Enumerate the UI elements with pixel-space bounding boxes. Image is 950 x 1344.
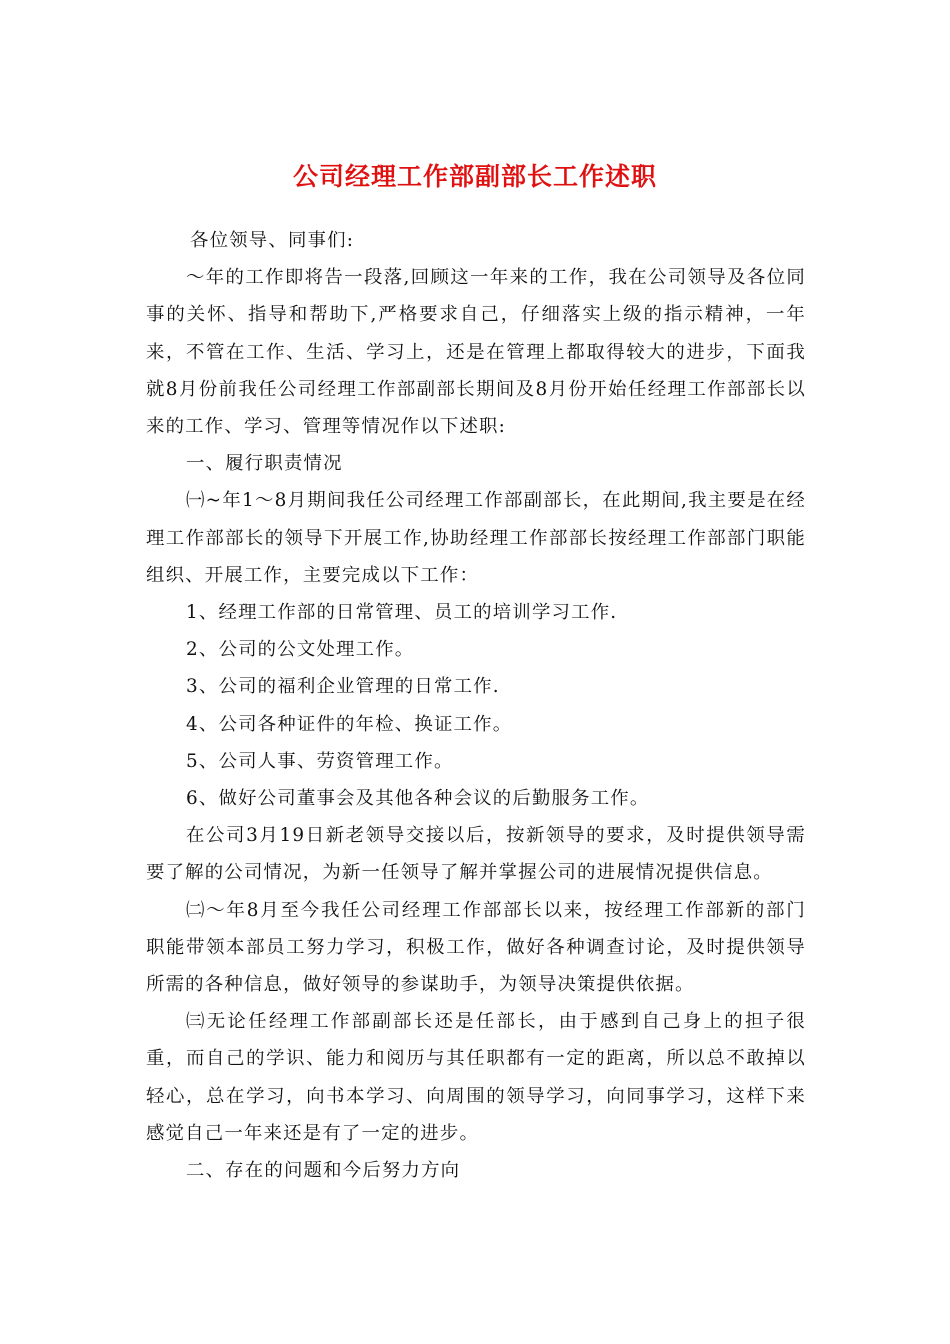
- list-item: 6、做好公司董事会及其他各种会议的后勤服务工作。: [186, 788, 650, 810]
- list-item: 4、公司各种证件的年检、换证工作。: [186, 713, 513, 735]
- salutation: 各位领导、同事们:: [190, 230, 355, 251]
- paragraph-3: ㈡～年8月至今我任公司经理工作部部长以来，按经理工作部新的部门职能带领本部员工努力学习，积极工作，做好各种调查讨论，及时提供领导所需的各种信息，做好领导的参谋助手，为领导决策提供依据。: [146, 899, 806, 996]
- paragraph-1: ㈠~年1～8月期间我任公司经理工作部副部长，在此期间,我主要是在经理工作部部长的领导下开展工作,协助经理工作部部长按经理工作部部门职能组织、开展工作，主要完成以下工作：: [146, 490, 806, 586]
- paragraph-2: 在公司3月19日新老领导交接以后，按新领导的要求，及时提供领导需要了解的公司情况，为新一任领导了解并掌握公司的进展情况提供信息。: [146, 825, 806, 884]
- section-heading-2: 二、存在的问题和今后努力方向: [186, 1160, 461, 1182]
- list-item: 2、公司的公文处理工作。: [186, 639, 415, 661]
- list-item: 3、公司的福利企业管理的日常工作.: [186, 676, 500, 698]
- paragraph-4: ㈢无论任经理工作部副部长还是任部长，由于感到自己身上的担子很重，而自己的学识、能力和阅历与其任职都有一定的距离，所以总不敢掉以轻心，总在学习，向书本学习、向周围的领导学习，向同事学习，这样下来感觉自己一年来还是有了一定的进步。: [146, 1011, 806, 1144]
- section-heading-1: 一、履行职责情况: [186, 453, 343, 475]
- list-item: 5、公司人事、劳资管理工作。: [186, 750, 454, 772]
- intro-paragraph: ～年的工作即将告一段落,回顾这一年来的工作，我在公司领导及各位同事的关怀、指导和帮助下,严格要求自己，仔细落实上级的指示精神，一年来，不管在工作、生活、学习上，还是在管理上都取得较大的进步，下面我就8月份前我任公司经理工作部副部长期间及8月份开始任经理工作部部长以来的工作、学习、管理等情况作以下述职:: [146, 267, 806, 438]
- document-title: 公司经理工作部副部长工作述职: [292, 162, 657, 191]
- list-item: 1、经理工作部的日常管理、员工的培训学习工作.: [186, 602, 618, 624]
- document-body: [146, 222, 806, 1189]
